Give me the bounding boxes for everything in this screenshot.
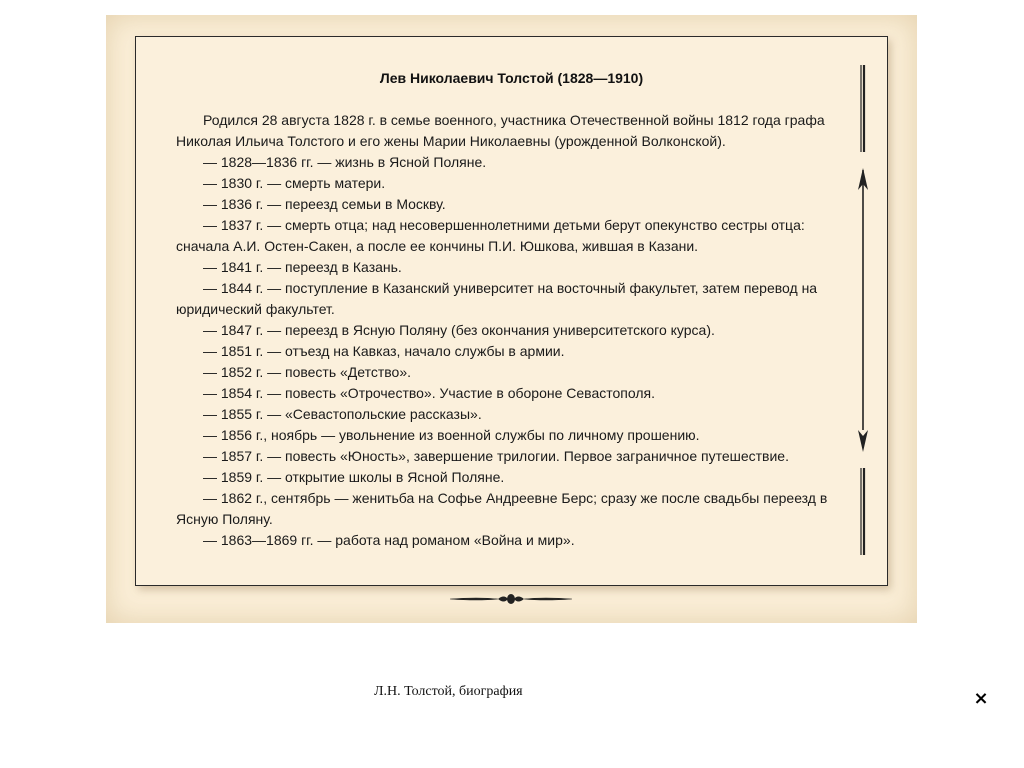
timeline-entry: — 1851 г. — отъезд на Кавказ, начало службы в армии. [203, 343, 565, 359]
timeline-entry: — 1863—1869 гг. — работа над романом «Война и мир». [203, 532, 575, 548]
timeline-entry: — 1844 г. — поступление в Казанский университет на восточный факультет, затем перевод на юридический факультет. [176, 280, 818, 317]
timeline-entry: — 1859 г. — открытие школы в Ясной Поляне. [203, 469, 505, 485]
timeline-entry: — 1841 г. — переезд в Казань. [203, 259, 402, 275]
timeline-entry: — 1828—1836 гг. — жизнь в Ясной Поляне. [203, 154, 487, 170]
timeline-entry: — 1852 г. — повесть «Детство». [203, 364, 412, 380]
timeline-entry: — 1854 г. — повесть «Отрочество». Участие в обороне Севастополя. [203, 385, 655, 401]
timeline-entry: — 1857 г. — повесть «Юность», завершение трилогии. Первое заграничное путешествие. [203, 448, 789, 464]
intro-paragraph: Родился 28 августа 1828 г. в семье военного, участника Отечественной войны 1812 года графа Николая Ильича Толстого и его жены Марии Николаевны (урожденной Волконской). [176, 112, 825, 149]
slide-caption: Л.Н. Толстой, биография [374, 684, 523, 699]
timeline-entry: — 1836 г. — переезд семьи в Москву. [203, 196, 446, 212]
timeline-entry: — 1837 г. — смерть отца; над несовершеннолетними детьми берут опекунство сестры отца: сначала А.И. Остен-Сакен, а после ее кончины П.И. Юшкова, жившая в Казани. [176, 217, 805, 254]
timeline-entry: — 1856 г., ноябрь — увольнение из военной службы по личному прошению. [203, 427, 700, 443]
biography-text [176, 110, 842, 551]
timeline-entry: — 1847 г. — переезд в Ясную Поляну (без окончания университетского курса). [203, 322, 715, 338]
slide-frame [135, 36, 888, 586]
timeline-entry: — 1830 г. — смерть матери. [203, 175, 386, 191]
close-button[interactable]: × [973, 688, 989, 709]
slide-title: Лев Николаевич Толстой (1828—1910) [379, 70, 644, 86]
bottom-flourish-icon [448, 591, 574, 607]
timeline-entry: — 1855 г. — «Севастопольские рассказы». [203, 406, 482, 422]
timeline-entry: — 1862 г., сентябрь — женитьба на Софье Андреевне Берс; сразу же после свадьбы переезд в Ясную Поляну. [176, 490, 828, 527]
vertical-ornament-icon [849, 60, 879, 560]
